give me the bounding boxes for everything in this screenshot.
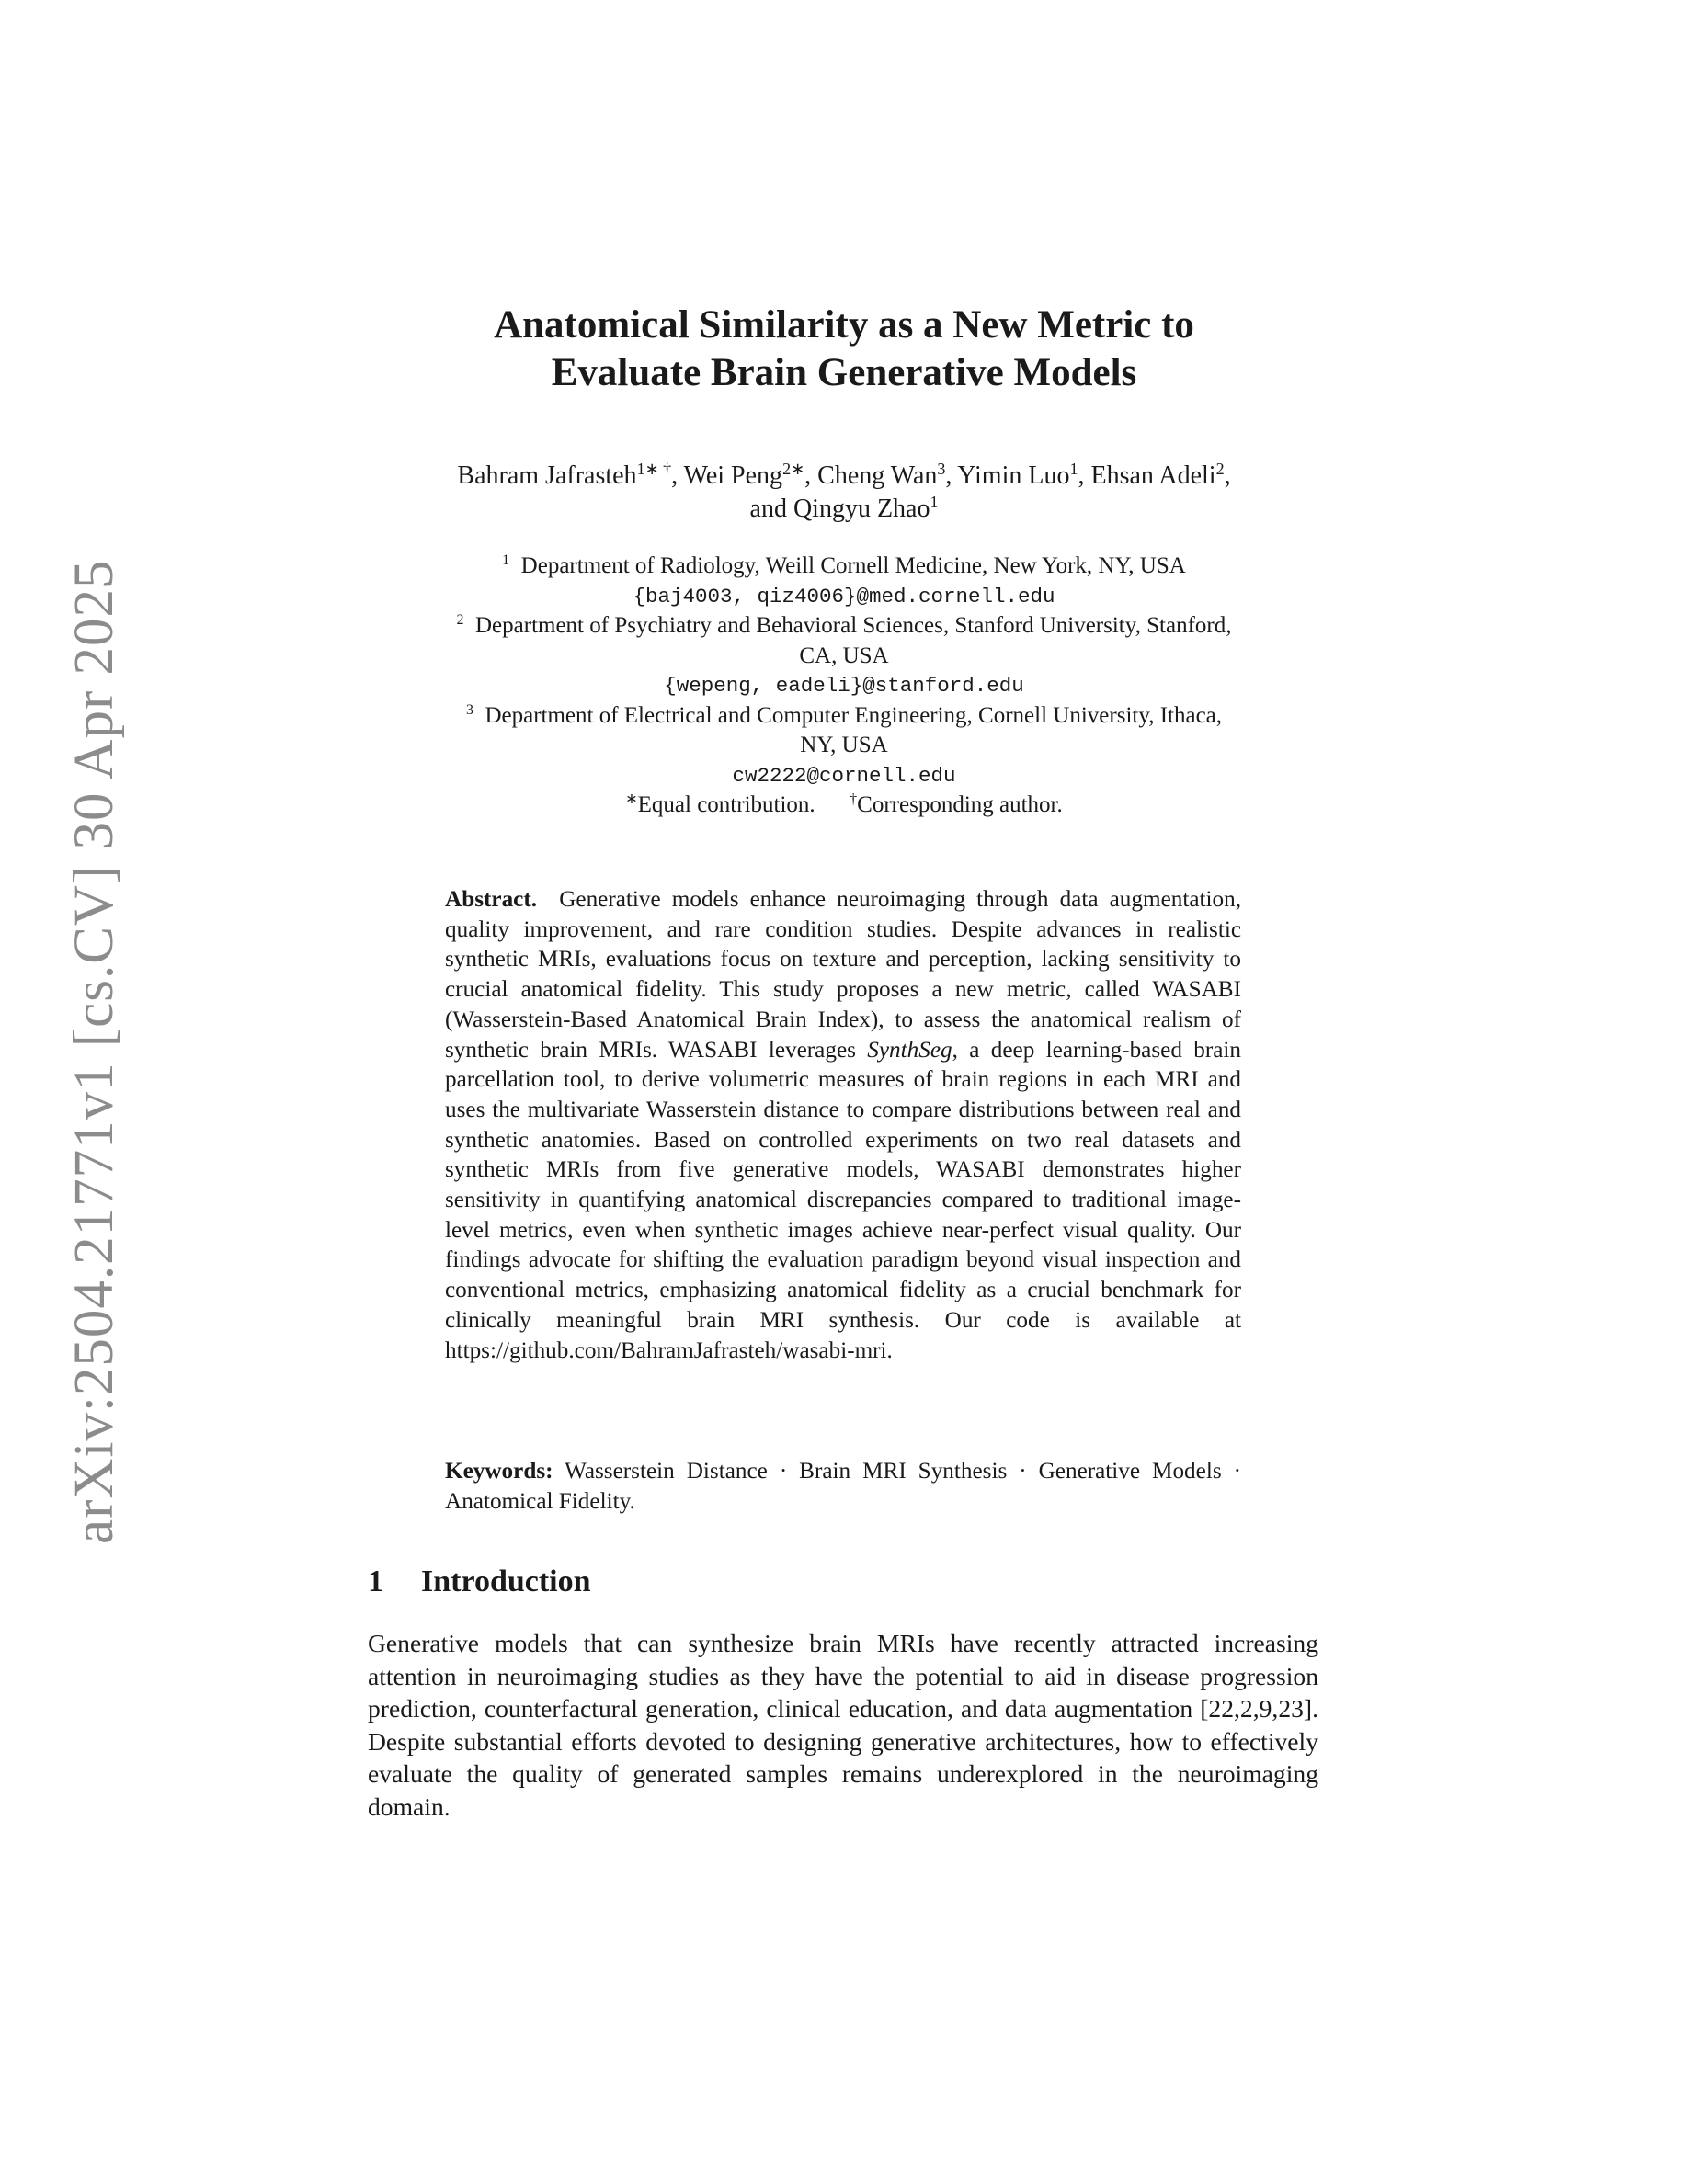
abstract-text: Generative models enhance neuroimaging through data augmentation, quality improvement, and rare condition studies. Despite advances in realistic synthetic MRIs, evaluations focus on texture and perception, lacking sensitivity to crucial anatomical fidelity. This study proposes a new metric, called WASABI (Wasserstein-Based Anatomical Brain Index), to assess the anatomical realism of synthetic brain MRIs. WASABI leverages <box>445 887 1242 1063</box>
author-affiliation-marks: 2 <box>1215 460 1225 478</box>
author-line-2 <box>303 493 1385 526</box>
keywords-text: Wasserstein Distance · Brain MRI Synthesis · Generative Models · Anatomical Fidelity. <box>445 1459 1241 1514</box>
arxiv-identifier-stamp: arXiv:2504.21771v1 [cs.CV] 30 Apr 2025 <box>63 559 125 1544</box>
keywords <box>445 1457 1241 1517</box>
affiliation-3-email: cw2222@cornell.edu <box>732 763 956 788</box>
affiliation-1: $^1$ Department of Radiology, Weill Cornell Medicine, New York, NY, USA <box>502 552 1186 578</box>
affiliation-2-cont: CA, USA <box>799 643 889 668</box>
author-affiliation-marks: 1∗ † <box>636 460 672 478</box>
keywords-label: Keywords: <box>445 1459 553 1484</box>
title-line-2: Evaluate Brain Generative Models <box>551 351 1137 394</box>
intro-paragraph: Generative models that can synthesize brain MRIs have recently attracted increasing attention in neuroimaging studies as they have the potential to aid in disease progression prediction, counterfactural generation, clinical education, and data augmentation [22,2,9,23]. Despite substantial efforts devoted to designing generative architectures, how to effectively evaluate the quality of generated samples remains underexplored in the neuroimaging domain. <box>368 1629 1318 1821</box>
abstract-text-continued: , a deep learning-based brain parcellation tool, to derive volumetric measures of brain regions in each MRI and uses the multivariate Wasserstein distance to compare distributions between real and synthetic anatomies. Based on controlled experiments on two real datasets and synthetic MRIs from five generative models, WASABI demonstrates higher sensitivity in quantifying anatomical discrepancies compared to traditional image-level metrics, even when synthetic images achieve near-perfect visual quality. Our findings advocate for shifting the evaluation paradigm beyond visual inspection and conventional metrics, emphasizing anatomical fidelity as a crucial benchmark for clinically meaningful brain MRI synthesis. Our code is available at https://github.com/BahramJafrasteh/wasabi-mri. <box>445 1037 1242 1363</box>
affiliation-3: $^3$ Department of Electrical and Computer Engineering, Cornell University, Ithaca, <box>465 701 1223 728</box>
author-name: Cheng Wan <box>817 461 938 490</box>
author-name: Ehsan Adeli <box>1090 461 1216 490</box>
author-affiliation-marks: 1 <box>930 493 939 511</box>
author-name: Yimin Luo <box>957 461 1070 490</box>
abstract-label: Abstract. <box>445 887 538 912</box>
abstract <box>445 885 1241 1366</box>
section-heading <box>368 1564 591 1599</box>
section-title: Introduction <box>421 1564 591 1598</box>
affiliation-3-cont: NY, USA <box>800 733 888 757</box>
author-affiliation-marks: 3 <box>937 460 946 478</box>
affiliation-1-email: {baj4003, qiz4006}@med.cornell.edu <box>633 584 1055 609</box>
author-affiliation-marks: 1 <box>1069 460 1078 478</box>
author-list <box>303 460 1385 526</box>
author-notes: ∗Equal contribution. †Corresponding author. <box>625 791 1063 817</box>
section-number: 1 <box>368 1564 383 1598</box>
affiliations <box>303 552 1385 821</box>
affiliation-2-email: {wepeng, eadeli}@stanford.edu <box>664 674 1024 698</box>
author-name: Bahram Jafrasteh <box>457 461 637 490</box>
paper-title <box>303 301 1385 397</box>
author-name: Wei Peng <box>683 461 783 490</box>
author-affiliation-marks: 2∗ <box>782 460 805 478</box>
author-name: and Qingyu Zhao <box>749 495 930 523</box>
title-line-1: Anatomical Similarity as a New Metric to <box>494 303 1194 347</box>
abstract-italic-term: SynthSeg <box>867 1037 952 1063</box>
affiliation-2: $^2$ Department of Psychiatry and Behavioral Sciences, Stanford University, Stanford, <box>456 612 1232 638</box>
author-line-1: Bahram Jafrasteh$^{1∗ \dagger}$, Wei Peng$^{2∗}$, Cheng Wan$^3$, Yimin Luo$^1$, Ehsan Adeli$^2$, <box>457 460 1231 490</box>
